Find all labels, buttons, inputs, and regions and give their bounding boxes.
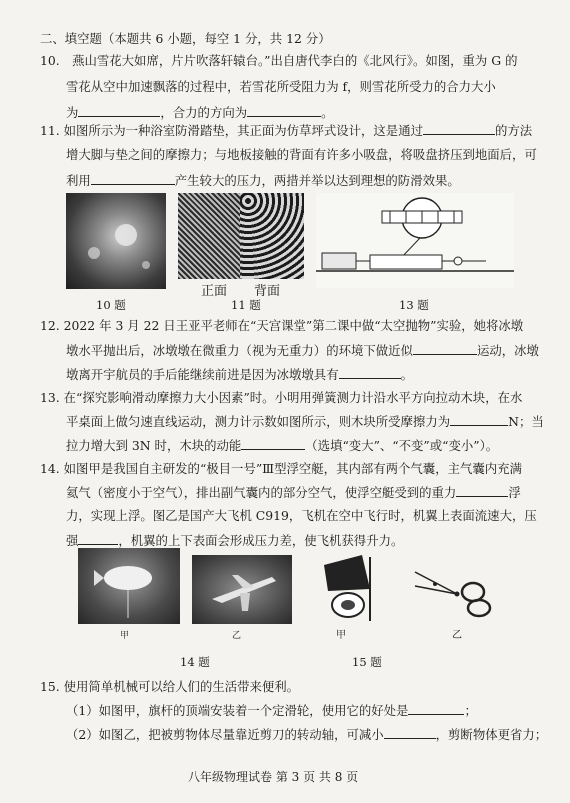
pulley-diagram [318, 555, 382, 621]
q11-blank-2[interactable] [91, 172, 175, 185]
q14-line3: 力，实现上浮。图乙是国产大飞机 C919，飞机在空中飞行时，机翼上表面流速大，压 [66, 508, 537, 523]
airship-photo [78, 548, 180, 624]
antislip-mat-photo [178, 193, 304, 279]
q10-text-b: ，合力的方向为 [160, 105, 248, 120]
spring-scale-diagram [316, 193, 514, 288]
q15-text-a: （1）如图甲，旗杆的顶端安装着一个定滑轮，使用它的好处是 [66, 703, 409, 718]
q13-line1: 13. 在“探究影响滑动摩擦力大小因素”时。小明用弹簧测力计沿水平方向拉动木块，在水 [40, 390, 523, 405]
q15-text-d: ，剪断物体更省力； [435, 727, 548, 742]
q13-blank-1[interactable] [450, 413, 508, 426]
q12-text-c: 墩离开宇航员的手后能继续前进是因为冰墩墩具有 [66, 367, 339, 382]
q10-text-c: 。 [321, 105, 334, 120]
q14-blank-2[interactable] [78, 532, 118, 545]
q13-line3 [66, 437, 498, 454]
caption-q15: 15 题 [352, 655, 382, 669]
q12-line1: 12. 2022 年 3 月 22 日王亚平老师在“天宫课堂”第二课中做“太空抛物”实验，她将冰墩 [40, 318, 524, 333]
q10-line3 [66, 104, 334, 121]
label-jia-right: 甲 [336, 630, 346, 641]
q12-blank-1[interactable] [413, 342, 477, 355]
q15-line1: 15. 使用简单机械可以给人们的生活带来便利。 [40, 679, 300, 694]
q13-text-b: N；当 [508, 414, 544, 429]
q14-text-a: 氦气（密度小于空气），排出副气囊内的部分空气，使浮空艇受到的重力 [66, 485, 457, 500]
c919-plane-photo [192, 555, 292, 624]
q15-line3 [66, 726, 547, 743]
caption-q11: 11 题 [231, 298, 261, 312]
q14-text-b: 浮 [508, 485, 521, 500]
q15-text-b: ； [464, 703, 477, 718]
q13-text-d: （选填“变大”、“不变”或“变小”）。 [305, 438, 499, 453]
q11-text-b2: 产生较大的压力，两措并举以达到理想的防滑效果。 [174, 173, 460, 188]
q14-text-c: 强 [66, 533, 79, 548]
q15-text-c: （2）如图乙，把被剪物体尽量靠近剪刀的转动轴，可减小 [66, 727, 384, 742]
airplane-icon [192, 555, 292, 624]
q10-blank-2[interactable] [247, 104, 321, 117]
q14-text-d: ，机翼的上下表面会形成压力差，使飞机获得升力。 [118, 533, 404, 548]
caption-front: 正面 [201, 284, 228, 299]
q12-text-a: 墩水平抛出后，冰墩墩在微重力（视为无重力）的环境下做近似 [66, 343, 413, 358]
q15-blank-1[interactable] [408, 702, 464, 715]
q11-blank-1[interactable] [423, 122, 495, 135]
q11-line1 [40, 122, 532, 139]
q15-blank-2[interactable] [384, 726, 436, 739]
mat-back-texture [240, 193, 304, 279]
q12-text-b: 运动，冰墩 [476, 343, 539, 358]
q13-line2 [66, 413, 544, 430]
q15-line2 [66, 702, 477, 719]
label-yi-left: 乙 [232, 631, 242, 641]
section-title: 二、填空题（本题共 6 小题，每空 1 分，共 12 分） [40, 31, 331, 46]
q14-line4 [66, 532, 403, 549]
q13-blank-2[interactable] [241, 437, 305, 450]
snowflake-photo [66, 193, 166, 289]
q10-text-a: 为 [66, 105, 79, 120]
q14-line1: 14. 如图甲是我国自主研发的“极目一号”Ⅲ型浮空艇，其内部有两个气囊，主气囊内充满 [40, 461, 522, 476]
q10-line1: 10. 燕山雪花大如席，片片吹落轩辕台。”出自唐代李白的《北风行》。如图，重为 G 的 [40, 53, 518, 68]
q11-text-b: 的方法 [494, 123, 533, 138]
q11-text-a2: 利用 [66, 173, 91, 188]
snowflake-icon [66, 193, 166, 289]
airship-icon [78, 548, 180, 624]
q11-line2: 增大脚与垫之间的摩擦力；与地板接触的背面有许多小吸盘，将吸盘挤压到地面后，可 [66, 147, 537, 162]
caption-back: 背面 [254, 284, 281, 299]
label-jia-left: 甲 [120, 631, 130, 641]
scissors-figure [413, 566, 501, 618]
q13-text-a: 平桌面上做匀速直线运动，测力计示数如图所示，则木块所受摩擦力为 [66, 414, 451, 429]
q13-text-c: 拉力增大到 3N 时，木块的动能 [66, 438, 242, 453]
label-yi-right: 乙 [452, 630, 462, 641]
q12-line3 [66, 366, 413, 383]
scissors-icon [413, 566, 501, 618]
q12-line2 [66, 342, 539, 359]
q10-blank-1[interactable] [78, 104, 160, 117]
q14-blank-1[interactable] [456, 484, 508, 497]
flagpole-pulley-figure [318, 555, 382, 621]
q11-line3 [66, 172, 460, 189]
q14-line2 [66, 484, 521, 501]
caption-q13: 13 题 [399, 298, 429, 312]
spring-scale-figure [316, 193, 514, 288]
caption-q14: 14 题 [180, 655, 210, 669]
q12-text-d: 。 [400, 367, 413, 382]
q10-line2: 雪花从空中加速飘落的过程中，若雪花所受阻力为 f，则雪花所受力的合力大小 [66, 79, 496, 94]
q12-blank-2[interactable] [339, 366, 401, 379]
caption-q10: 10 题 [96, 298, 126, 312]
q11-text-a: 11. 如图所示为一种浴室防滑踏垫，其正面为仿草坪式设计，这是通过 [40, 123, 423, 138]
page-footer: 八年级物理试卷 第 3 页 共 8 页 [188, 770, 359, 784]
